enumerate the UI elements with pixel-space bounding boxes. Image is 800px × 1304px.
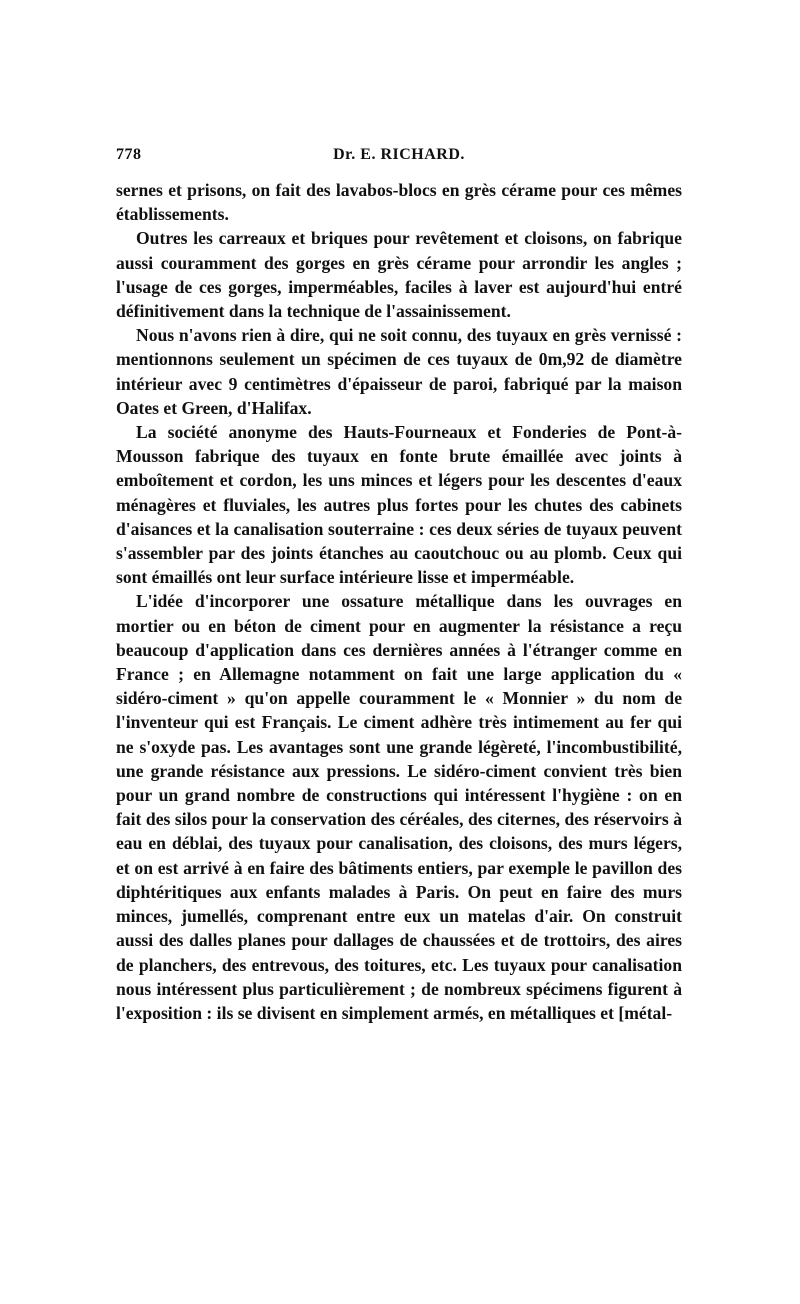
running-title: Dr. E. RICHARD. bbox=[333, 146, 465, 163]
paragraph-1: sernes et prisons, on fait des lavabos-blocs en grès cérame pour ces mêmes établissements. bbox=[116, 180, 682, 225]
paragraph-4: La société anonyme des Hauts-Fourneaux et Fonderies de Pont-à-Mousson fabrique des tuyaux en fonte brute émaillée avec joints à emboîtement et cordon, les uns minces et légers pour les descentes d'eaux ménagères et fluviales, les autres plus fortes pour les chutes des cabinets d'aisances et la canalisation souterraine : ces deux séries de tuyaux peuvent s'assembler par des joints étanches au caoutchouc ou au plomb. Ceux qui sont émaillés ont leur surface intérieure lisse et imperméable. bbox=[116, 422, 682, 588]
paragraph-5: L'idée d'incorporer une ossature métallique dans les ouvrages en mortier ou en béton de ciment pour en augmenter la résistance a reçu beaucoup d'application dans ces dernières années à l'étranger comme en France ; en Allemagne notamment on fait une large application du « sidéro-ciment » qu'on appelle couramment le « Monnier » du nom de l'inventeur qui est Français. Le ciment adhère très intimement au fer qui ne s'oxyde pas. Les avantages sont une grande légèreté, l'incombustibilité, une grande résistance aux pressions. Le sidéro-ciment convient très bien pour un grand nombre de constructions qui intéressent l'hygiène : on en fait des silos pour la conservation des céréales, des citernes, des réservoirs à eau en déblai, des tuyaux pour canalisation, des cloisons, des murs légers, et on est arrivé à en faire des bâtiments entiers, par exemple le pavillon des diphtéritiques aux enfants malades à Paris. On peut en faire des murs minces, jumellés, comprenant entre eux un matelas d'air. On construit aussi des dalles planes pour dallages de chaussées et de trottoirs, des aires de planchers, des entrevous, des toitures, etc. Les tuyaux pour canalisation nous intéressent plus particulièrement ; de nombreux spécimens figurent à l'exposition : ils se divisent en simplement armés, en métalliques et [métal- bbox=[116, 591, 682, 1023]
book-page bbox=[116, 146, 682, 1025]
running-head bbox=[116, 146, 682, 170]
paragraph-3: Nous n'avons rien à dire, qui ne soit connu, des tuyaux en grès vernissé : mentionnons seulement un spécimen de ces tuyaux de 0m,92 de diamètre intérieur avec 9 centimètres d'épaisseur de paroi, fabriqué par la maison Oates et Green, d'Halifax. bbox=[116, 325, 682, 418]
page-number: 778 bbox=[116, 146, 142, 163]
paragraph-2: Outres les carreaux et briques pour revêtement et cloisons, on fabrique aussi couramment des gorges en grès cérame pour arrondir les angles ; l'usage de ces gorges, imperméables, faciles à laver est aujourd'hui entré définitivement dans la technique de l'assainissement. bbox=[116, 228, 682, 322]
body-text bbox=[116, 178, 682, 1025]
